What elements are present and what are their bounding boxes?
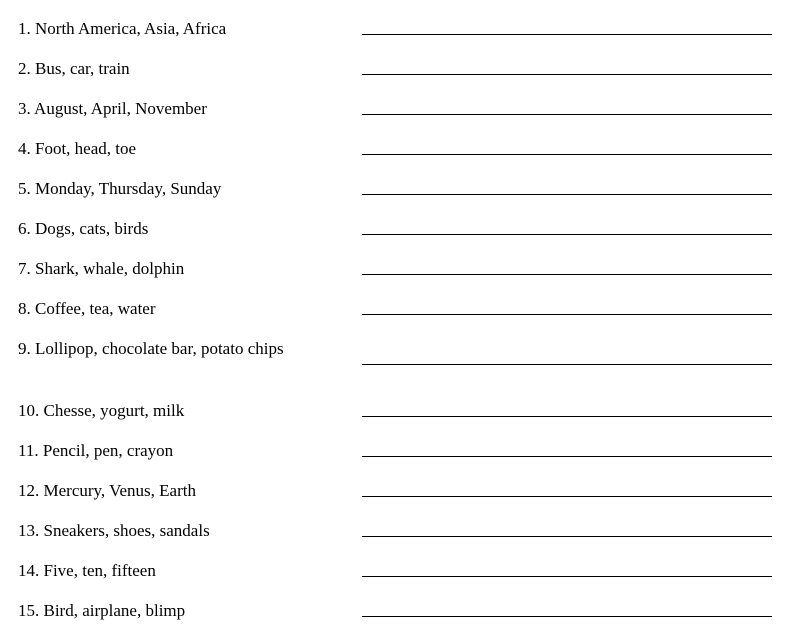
question-prompt: 15. Bird, airplane, blimp (18, 601, 186, 620)
question-prompt: 13. Sneakers, shoes, sandals (18, 521, 210, 540)
question-prompt: 2. Bus, car, train (18, 59, 130, 78)
answer-blank[interactable] (362, 194, 772, 195)
answer-blank[interactable] (362, 456, 772, 457)
question-prompt: 10. Chesse, yogurt, milk (18, 401, 185, 420)
question-prompt: 7. Shark, whale, dolphin (18, 259, 185, 278)
question-prompt: 5. Monday, Thursday, Sunday (18, 179, 222, 198)
answer-blank[interactable] (362, 314, 772, 315)
answer-blank[interactable] (362, 364, 772, 365)
question-prompt: 11. Pencil, pen, crayon (18, 441, 174, 460)
question-prompt: 14. Five, ten, fifteen (18, 561, 156, 580)
question-prompt: 3. August, April, November (18, 99, 207, 118)
question-prompt: 6. Dogs, cats, birds (18, 219, 149, 238)
answer-blank[interactable] (362, 74, 772, 75)
answer-blank[interactable] (362, 114, 772, 115)
question-prompt: 4. Foot, head, toe (18, 139, 137, 158)
answer-blank[interactable] (362, 616, 772, 617)
question-prompt: 12. Mercury, Venus, Earth (18, 481, 196, 500)
answer-blank[interactable] (362, 274, 772, 275)
answer-blank[interactable] (362, 416, 772, 417)
answer-blank[interactable] (362, 496, 772, 497)
answer-blank[interactable] (362, 234, 772, 235)
answer-blank[interactable] (362, 536, 772, 537)
answer-blank[interactable] (362, 154, 772, 155)
answer-blank[interactable] (362, 34, 772, 35)
question-prompt: 8. Coffee, tea, water (18, 299, 156, 318)
question-prompt: 9. Lollipop, chocolate bar, potato chips (18, 339, 284, 358)
answer-blank[interactable] (362, 576, 772, 577)
question-prompt: 1. North America, Asia, Africa (18, 19, 227, 38)
